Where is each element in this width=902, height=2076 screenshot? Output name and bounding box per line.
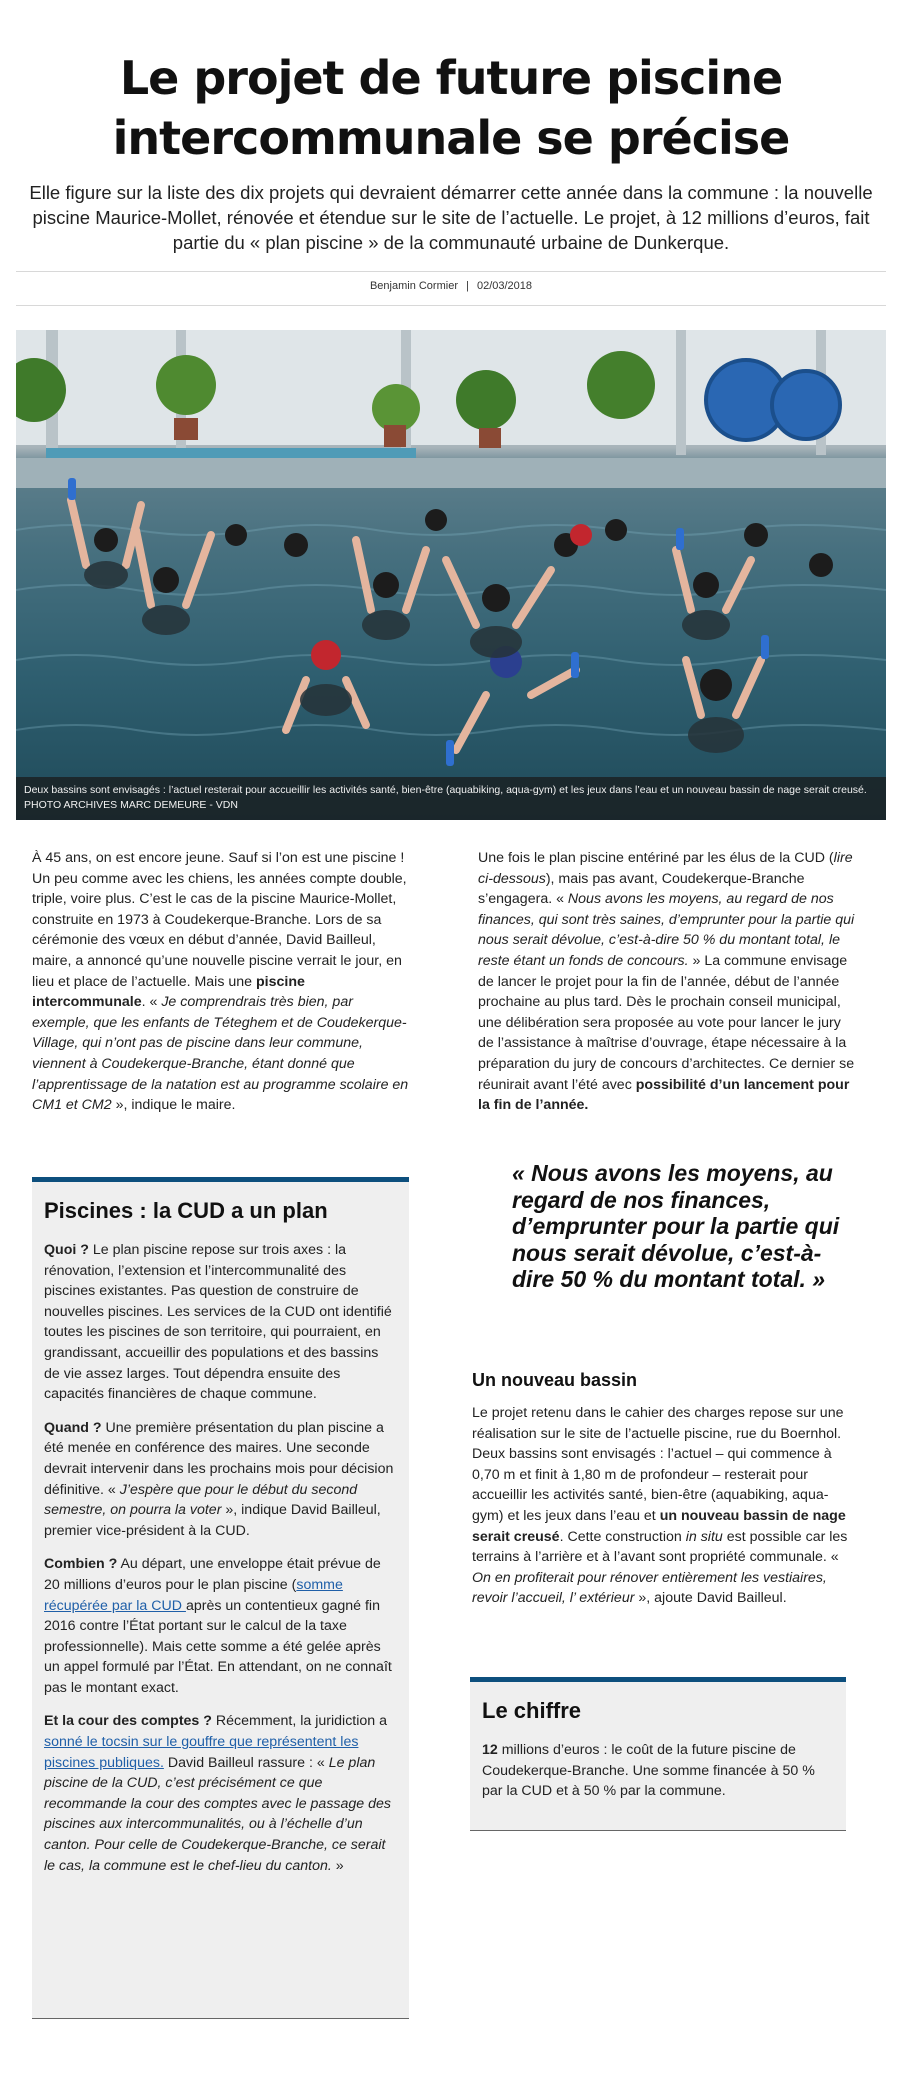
text-run: ), mais pas avant, Coudekerque-Branche s’engagera. « xyxy=(478,870,805,908)
box-paragraph-chiffre xyxy=(482,1740,834,1802)
author-name[interactable]: Benjamin Cormier xyxy=(369,280,458,292)
box-paragraph-combien xyxy=(44,1554,397,1698)
article-title xyxy=(0,48,902,168)
box-label: Et la cour des comptes ? xyxy=(44,1713,212,1730)
text-run: Au départ, une enveloppe était prévue de 20 millions d’euros pour le plan piscine ( xyxy=(44,1556,381,1593)
divider-bottom xyxy=(16,305,886,306)
text-run-italic: in situ xyxy=(685,1528,723,1545)
pull-quote: « Nous avons les moyens, au regard de nos finances, d’emprunter pour la partie qui nous serait dévolue, c’est-à-dire 50 % du montant total. » xyxy=(512,1160,840,1292)
paragraph-bassin xyxy=(472,1403,852,1609)
paragraph-intro xyxy=(32,848,412,1116)
publish-date: 02/03/2018 xyxy=(476,280,533,292)
article-photo[interactable] xyxy=(16,330,886,820)
sidebar-box-le-chiffre xyxy=(470,1677,846,1831)
text-run-italic: lire ci-dessous xyxy=(478,850,853,887)
text-run: Le plan piscine repose sur trois axes : la rénovation, l’extension et l’intercommunalité des piscines existantes. Pas question de construire de nouvelles piscines. Les services de la CUD ont identifié toutes les piscines de son territoire, qui pourraient, en grandissant, accueillir des populations et des bassins de vie assez larges. Tout dépendra ensuite des capacités financières de chaque commune. xyxy=(44,1242,392,1403)
text-run: Une fois le plan piscine entériné par les élus de la CUD ( xyxy=(478,850,834,866)
quote-run: Nous avons les moyens, au regard de nos finances, qui sont très saines, d’emprunter pour la partie qui nous serait dévolue, c’est-à-dire 50 % du montant total, le reste étant un fonds de concours. xyxy=(478,891,855,969)
link-somme-recuperee[interactable]: somme récupérée par la CUD xyxy=(44,1576,343,1614)
text-run: À 45 ans, on est encore jeune. Sauf si l’on est une piscine ! Un peu comme avec les chiens, les années compte double, triple, voire plus. C’est le cas de la piscine Maurice-Mollet, construite en 1973 à Coudekerque-Branche. Lors de sa cérémonie des vœux en début d’année, David Bailleul, maire, a annoncé qu’une nouvelle piscine verrait le jour, en lieu et place de l’actuelle. Mais une xyxy=(32,850,407,990)
text-run: Le projet retenu dans le cahier des charges repose sur une réalisation sur le site de l’actuelle piscine, rue du Boernhol. Deux bassins sont envisagés : l’actuel – qui commence à 0,70 m et finit à 1,80 m de profondeur – resterait pour accueillir les activités santé, bien-être (aquabiking, aqua-gym) et les jeux dans l’eau et xyxy=(472,1405,844,1524)
byline-separator: | xyxy=(466,280,469,292)
text-run: Récemment, la juridiction a xyxy=(211,1713,387,1730)
article-body-right xyxy=(478,848,858,1116)
text-run-bold: piscine intercommunale xyxy=(32,973,305,1011)
text-run-bold: possibilité d’un lancement pour la fin de l’année. xyxy=(478,1076,850,1114)
key-figure: 12 xyxy=(482,1742,498,1758)
article-body-right-2 xyxy=(472,1403,852,1609)
text-run: . « xyxy=(141,994,162,1011)
box-title: Le chiffre xyxy=(482,1698,582,1723)
box-paragraph-quoi xyxy=(44,1240,397,1405)
text-run: » xyxy=(331,1857,344,1874)
quote-run: On en profiterait pour rénover entièrement les vestiaires, revoir l’accueil, l’ extérieur xyxy=(472,1569,827,1607)
subheading-nouveau-bassin: Un nouveau bassin xyxy=(472,1370,638,1390)
sidebar-box-cud-plan xyxy=(32,1177,409,2019)
box-paragraph-quand xyxy=(44,1418,397,1542)
article-title-line2: intercommunale se précise xyxy=(112,111,790,165)
text-run-bold: un nouveau bassin de nage serait creusé xyxy=(472,1507,846,1545)
box-label: Quand ? xyxy=(44,1419,102,1436)
byline xyxy=(0,280,902,292)
quote-run: J’espère que pour le début du second semestre, on pourra la voter xyxy=(44,1481,358,1519)
quote-run: Je comprendrais très bien, par exemple, que les enfants de Téteghem et de Coudekerque-Village, qui n’ont pas de piscine dans leur commune, viennent à Coudekerque-Branche, étant donné que l’apprentissage de la natation est au programme scolaire en CM1 et CM2 xyxy=(32,994,409,1114)
text-run: . Cette construction xyxy=(559,1528,686,1545)
box-paragraph-cour-des-comptes xyxy=(44,1711,397,1876)
quote-run: Le plan piscine de la CUD, c’est précisément ce que recommande la cour des comptes avec le passage des piscines aux intercommunalités, ou à l’échelle d’un canton. Pour celle de Coudekerque-Branche, ce serait le cas, la commune est le chef-lieu du canton. xyxy=(44,1754,391,1874)
text-run: », ajoute David Bailleul. xyxy=(634,1590,787,1607)
article-title-line1: Le projet de future piscine xyxy=(119,51,783,105)
text-run: » La commune envisage de lancer le projet pour la fin de l’année, début de l’année prochaine au plus tard. Dès le prochain conseil municipal, une délibération sera proposée au vote pour lancer le jury de l’assistance à maîtrise d’ouvrage, étape nécessaire à la préparation du jury de concours d’architectes. Ce dernier se réunirait avant l’été avec xyxy=(478,952,855,1093)
text-run: Une première présentation du plan piscine a été menée en conférence des maires. Une seconde devrait intervenir dans les prochains mois pour décision définitive. « xyxy=(44,1419,394,1498)
divider-top xyxy=(16,271,886,272)
article-body-left xyxy=(32,848,412,1116)
box-label: Quoi ? xyxy=(44,1242,89,1258)
text-run: », indique David Bailleul, premier vice-président à la CUD. xyxy=(44,1502,381,1539)
text-run: est possible car les terrains à l’arrière et à l’avant sont propriété communale. « xyxy=(472,1528,848,1566)
photo-caption: Deux bassins sont envisagés : l’actuel resterait pour accueillir les activités santé, bien-être (aquabiking, aqua-gym) et les jeux dans l’eau et un nouveau bassin de nage serait creusé. PHOTO ARCHIVES MARC DEMEURE - VDN xyxy=(16,777,886,820)
box-label: Combien ? xyxy=(44,1556,118,1573)
paragraph-plan xyxy=(478,848,858,1116)
text-run: David Bailleul rassure : « xyxy=(163,1754,329,1771)
text-run: », indique le maire. xyxy=(111,1097,236,1114)
link-gouffre-piscines[interactable]: sonné le tocsin sur le gouffre que représentent les piscines publiques. xyxy=(44,1734,359,1771)
text-run: après un contentieux gagné fin 2016 contre l’État portant sur le calcul de la taxe professionnelle). Mais cette somme a été gelée après un appel formulé par l’État. En attendant, on ne connaît pas le montant exact. xyxy=(44,1597,392,1696)
box-title: Piscines : la CUD a un plan xyxy=(44,1198,328,1223)
pool-scene-illustration xyxy=(16,330,886,820)
article-lead: Elle figure sur la liste des dix projets qui devraient démarrer cette année dans la commune : la nouvelle piscine Maurice-Mollet, rénovée et étendue sur le site de l’actuelle. Le projet, à 12 millions d’euros, fait partie du « plan piscine » de la communauté urbaine de Dunkerque. xyxy=(29,182,873,253)
text-run: millions d’euros : le coût de la future piscine de Coudekerque-Branche. Une somme financée à 50 % par la CUD et à 50 % par la commune. xyxy=(482,1742,815,1800)
